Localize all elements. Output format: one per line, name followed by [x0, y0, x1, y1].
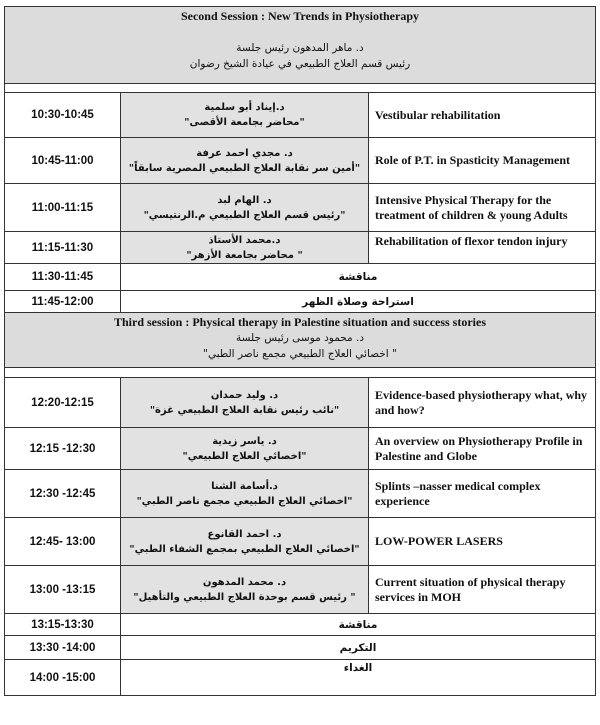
speaker-name: د. محمد المدهون	[202, 576, 287, 588]
table-row	[4, 428, 596, 470]
speaker-name: د. وليد حمدان	[210, 389, 279, 401]
break-row	[4, 636, 596, 660]
time-cell: 14:00 -15:00	[5, 660, 121, 695]
session2-chair-name: د. ماهر المدهون رئيس جلسة	[236, 42, 364, 54]
session2-title: Second Session : New Trends in Physiotherapy	[180, 9, 420, 23]
topic-cell: Evidence-based physiotherapy what, why and how?	[375, 387, 588, 417]
time-cell: 12:45- 13:00	[5, 518, 121, 565]
table-row	[4, 378, 596, 428]
time-cell: 13:30 -14:00	[5, 636, 121, 659]
speaker-cell	[121, 518, 369, 565]
break-label: استراحة وصلاة الظهر	[302, 295, 414, 308]
session3-title: Third session : Physical therapy in Palestine situation and success stories	[113, 315, 487, 329]
break-label: مناقشة	[338, 618, 378, 631]
time-cell: 11:30-11:45	[5, 264, 121, 290]
time-cell: 10:45-11:00	[5, 138, 121, 183]
speaker-cell	[121, 93, 369, 137]
speaker-cell	[121, 232, 369, 263]
speaker-name: د.محمد الأستاذ	[208, 234, 281, 246]
speaker-name: د. الهام لبد	[217, 194, 272, 206]
speaker-cell	[121, 428, 369, 469]
break-row	[4, 614, 596, 636]
time-cell: 11:00-11:15	[5, 184, 121, 231]
time-cell: 12:30 -12:45	[5, 470, 121, 517]
time-cell: 11:45-12:00	[5, 291, 121, 312]
speaker-affiliation: "رئيس قسم العلاج الطبيعي م.الرنتيسي"	[143, 209, 346, 221]
table-row	[4, 566, 596, 614]
speaker-affiliation: "أمين سر نقابة العلاج الطبيعي المصرية سابقاً"	[128, 162, 361, 174]
break-label: الغداء	[343, 662, 373, 674]
topic-cell: Intensive Physical Therapy for the treatment of children & young Adults	[375, 192, 568, 222]
time-cell: 12:15 -12:30	[5, 428, 121, 469]
time-cell: 12:20-12:15	[5, 378, 121, 427]
table-row	[4, 84, 596, 93]
table-row	[4, 368, 596, 378]
table-row	[4, 138, 596, 184]
topic-cell: Rehabilitation of flexor tendon injury	[375, 234, 568, 248]
topic-cell: An overview on Physiotherapy Profile in Palestine and Globe	[375, 433, 583, 463]
speaker-name: د.إيناد أبو سلمية	[204, 102, 285, 113]
speaker-cell	[121, 138, 369, 183]
break-row	[4, 660, 596, 696]
topic-cell: Vestibular rehabilitation	[375, 107, 501, 122]
speaker-affiliation: " رئيس قسم بوحدة العلاج الطبيعي والتأهيل"	[133, 591, 356, 603]
session3-chair-title: " اخصائي العلاج الطبيعي مجمع ناصر الطبي"	[203, 348, 397, 360]
topic-cell: Current situation of physical therapy services in MOH	[375, 574, 566, 604]
speaker-affiliation: " محاضر بجامعة الأزهر"	[186, 249, 303, 261]
speaker-affiliation: "اخصائي العلاج الطبيعي بمجمع الشفاء الطبي"	[129, 543, 360, 555]
break-row	[4, 264, 596, 291]
break-label: التكريم	[339, 641, 377, 654]
table-row	[4, 184, 596, 232]
topic-cell: Splints –nasser medical complex experience	[375, 478, 541, 508]
table-row	[4, 232, 596, 264]
break-label: مناقشة	[338, 271, 378, 283]
time-cell: 13:15-13:30	[5, 614, 121, 635]
speaker-name: د. ياسر زيدية	[212, 435, 277, 447]
speaker-affiliation: "محاضر بجامعة الأقصى"	[184, 117, 305, 128]
speaker-affiliation: "نائب رئيس نقابة العلاج الطبيعي غزة"	[149, 404, 340, 416]
speaker-affiliation: "اخصائي العلاج الطبيعي"	[182, 450, 307, 462]
speaker-cell	[121, 378, 369, 427]
speaker-name: د. مجدي احمد عرفة	[196, 147, 293, 159]
speaker-cell	[121, 566, 369, 613]
table-row	[4, 518, 596, 566]
time-cell: 10:30-10:45	[5, 93, 121, 137]
time-cell: 11:15-11:30	[5, 232, 121, 263]
session2-chair-title: رئيس قسم العلاج الطبيعي في عيادة الشيخ رضوان	[189, 58, 411, 70]
time-cell: 13:00 -13:15	[5, 566, 121, 613]
session3-chair-name: د. محمود موسى رئيس جلسة	[235, 332, 365, 344]
table-row	[4, 93, 596, 138]
speaker-cell	[121, 470, 369, 517]
break-row	[4, 291, 596, 313]
speaker-cell	[121, 184, 369, 231]
topic-cell: LOW-POWER LASERS	[375, 534, 503, 548]
table-row	[4, 470, 596, 518]
session2-header	[4, 6, 596, 84]
session3-header	[4, 313, 596, 368]
speaker-name: د. احمد القانوع	[207, 528, 282, 540]
speaker-affiliation: "اخصائي العلاج الطبيعي مجمع ناصر الطبي"	[136, 495, 353, 507]
topic-cell: Role of P.T. in Spasticity Management	[375, 153, 570, 167]
speaker-name: د.أسامة الشنا	[211, 480, 278, 492]
